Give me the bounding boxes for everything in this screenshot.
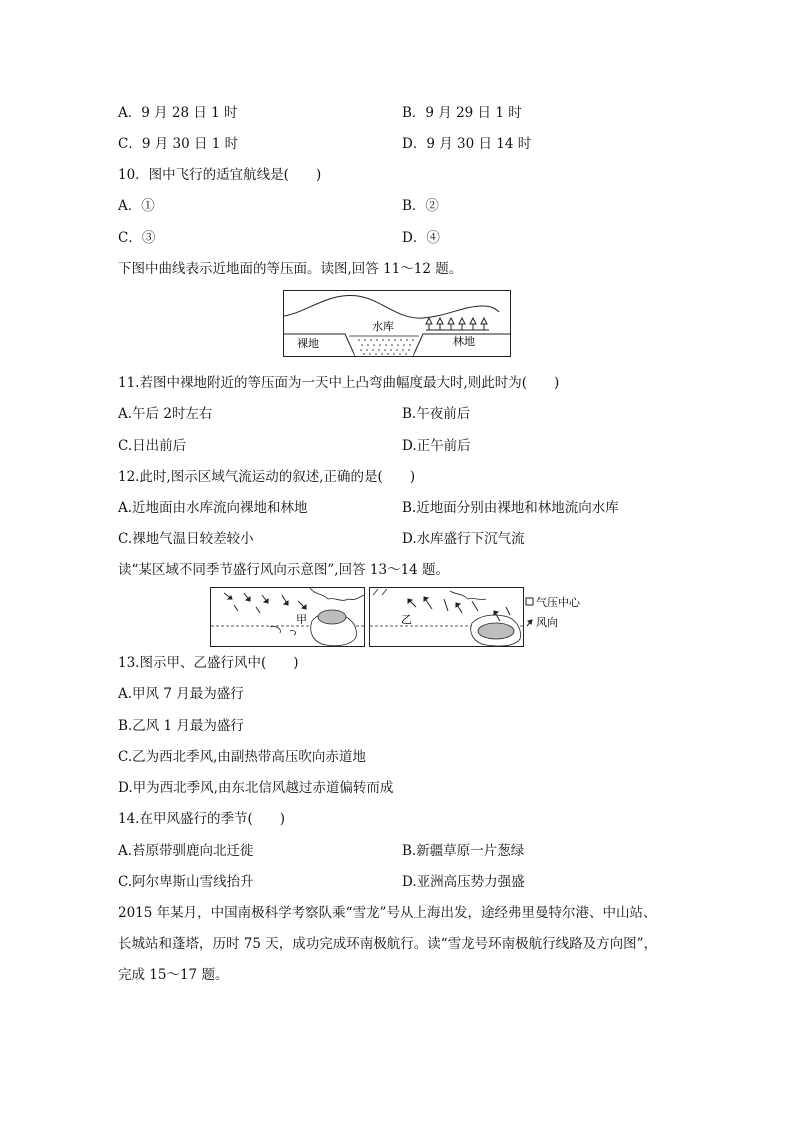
- panel-jia: [211, 588, 365, 647]
- q12-option-b: B.近地面分别由裸地和林地流向水库: [402, 500, 619, 516]
- q14-stem: 14.在甲风盛行的季节( ): [118, 811, 286, 827]
- q14-option-d: D.亚洲高压势力强盛: [402, 874, 525, 890]
- q12-option-a: A.近地面由水库流向裸地和林地: [118, 500, 308, 516]
- forest-label: 林地: [453, 335, 475, 348]
- jia-label: 甲: [296, 613, 307, 626]
- q12-stem: 12.此时,图示区域气流运动的叙述,正确的是( ): [118, 469, 416, 485]
- seasonal-wind-figure: [210, 587, 590, 649]
- q13-stem: 13.图示甲、乙盛行风中( ): [118, 655, 299, 671]
- q11-option-c: C.日出前后: [118, 438, 187, 454]
- q14-option-b: B.新疆草原一片葱绿: [402, 843, 525, 859]
- intro-15-17-line3: 完成 15～17 题。: [118, 967, 229, 983]
- q11-stem: 11.若图中裸地附近的等压面为一天中上凸弯曲幅度最大时,则此时为( ): [118, 375, 560, 391]
- q10-option-b: B．②: [402, 198, 439, 214]
- q13-option-a: A.甲风 7 月最为盛行: [118, 686, 244, 702]
- q10-option-a: A．①: [118, 198, 155, 214]
- q10-option-c: C．③: [118, 230, 156, 246]
- q14-option-a: A.苔原带驯鹿向北迁徙: [118, 843, 254, 859]
- q12-option-c: C.裸地气温日较差较小: [118, 531, 254, 547]
- q10-stem: 10．图中飞行的适宜航线是( ): [118, 167, 322, 183]
- q13-option-c: C.乙为西北季风,由副热带高压吹向赤道地: [118, 749, 366, 765]
- q11-option-a: A.午后 2时左右: [118, 406, 213, 422]
- legend: [526, 595, 581, 629]
- q9-option-a: A．9 月 28 日 1 时: [118, 105, 238, 121]
- bare-land-label: 裸地: [297, 337, 319, 350]
- q10-option-d: D．④: [402, 230, 440, 246]
- reservoir-label: 水库: [372, 320, 394, 333]
- q11-option-d: D.正午前后: [402, 438, 471, 454]
- panel-yi: [370, 588, 524, 647]
- q9-option-d: D．9 月 30 日 14 时: [402, 136, 532, 152]
- isobar-figure: [283, 290, 511, 358]
- q14-option-c: C.阿尔卑斯山雪线抬升: [118, 874, 254, 890]
- intro-11-12: 下图中曲线表示近地面的等压面。读图,回答 11～12 题。: [118, 261, 463, 277]
- q11-option-b: B.午夜前后: [402, 406, 471, 422]
- reservoir-water: [349, 336, 419, 356]
- q12-option-d: D.水库盛行下沉气流: [402, 531, 525, 547]
- q9-option-b: B．9 月 29 日 1 时: [402, 105, 522, 121]
- intro-15-17-line1: 2015 年某月，中国南极科学考察队乘“雪龙”号从上海出发，途经弗里曼特尔港、中山站、: [118, 905, 657, 921]
- intro-13-14: 读“某区域不同季节盛行风向示意图”,回答 13～14 题。: [118, 562, 450, 578]
- legend-wind-label: 风向: [536, 616, 558, 629]
- yi-label: 乙: [401, 613, 412, 626]
- q13-option-b: B.乙风 1 月最为盛行: [118, 718, 244, 734]
- wind-arrow-icon: [527, 620, 532, 626]
- pressure-center-icon: [526, 598, 533, 605]
- intro-15-17-line2: 长城站和蓬塔，历时 75 天，成功完成环南极航行。读“雪龙号环南极航行线路及方向图”，: [118, 936, 658, 952]
- q13-option-d: D.甲为西北季风,由东北信风越过赤道偏转而成: [118, 780, 394, 796]
- legend-pressure-label: 气压中心: [536, 596, 580, 609]
- q9-option-c: C．9 月 30 日 1 时: [118, 136, 239, 152]
